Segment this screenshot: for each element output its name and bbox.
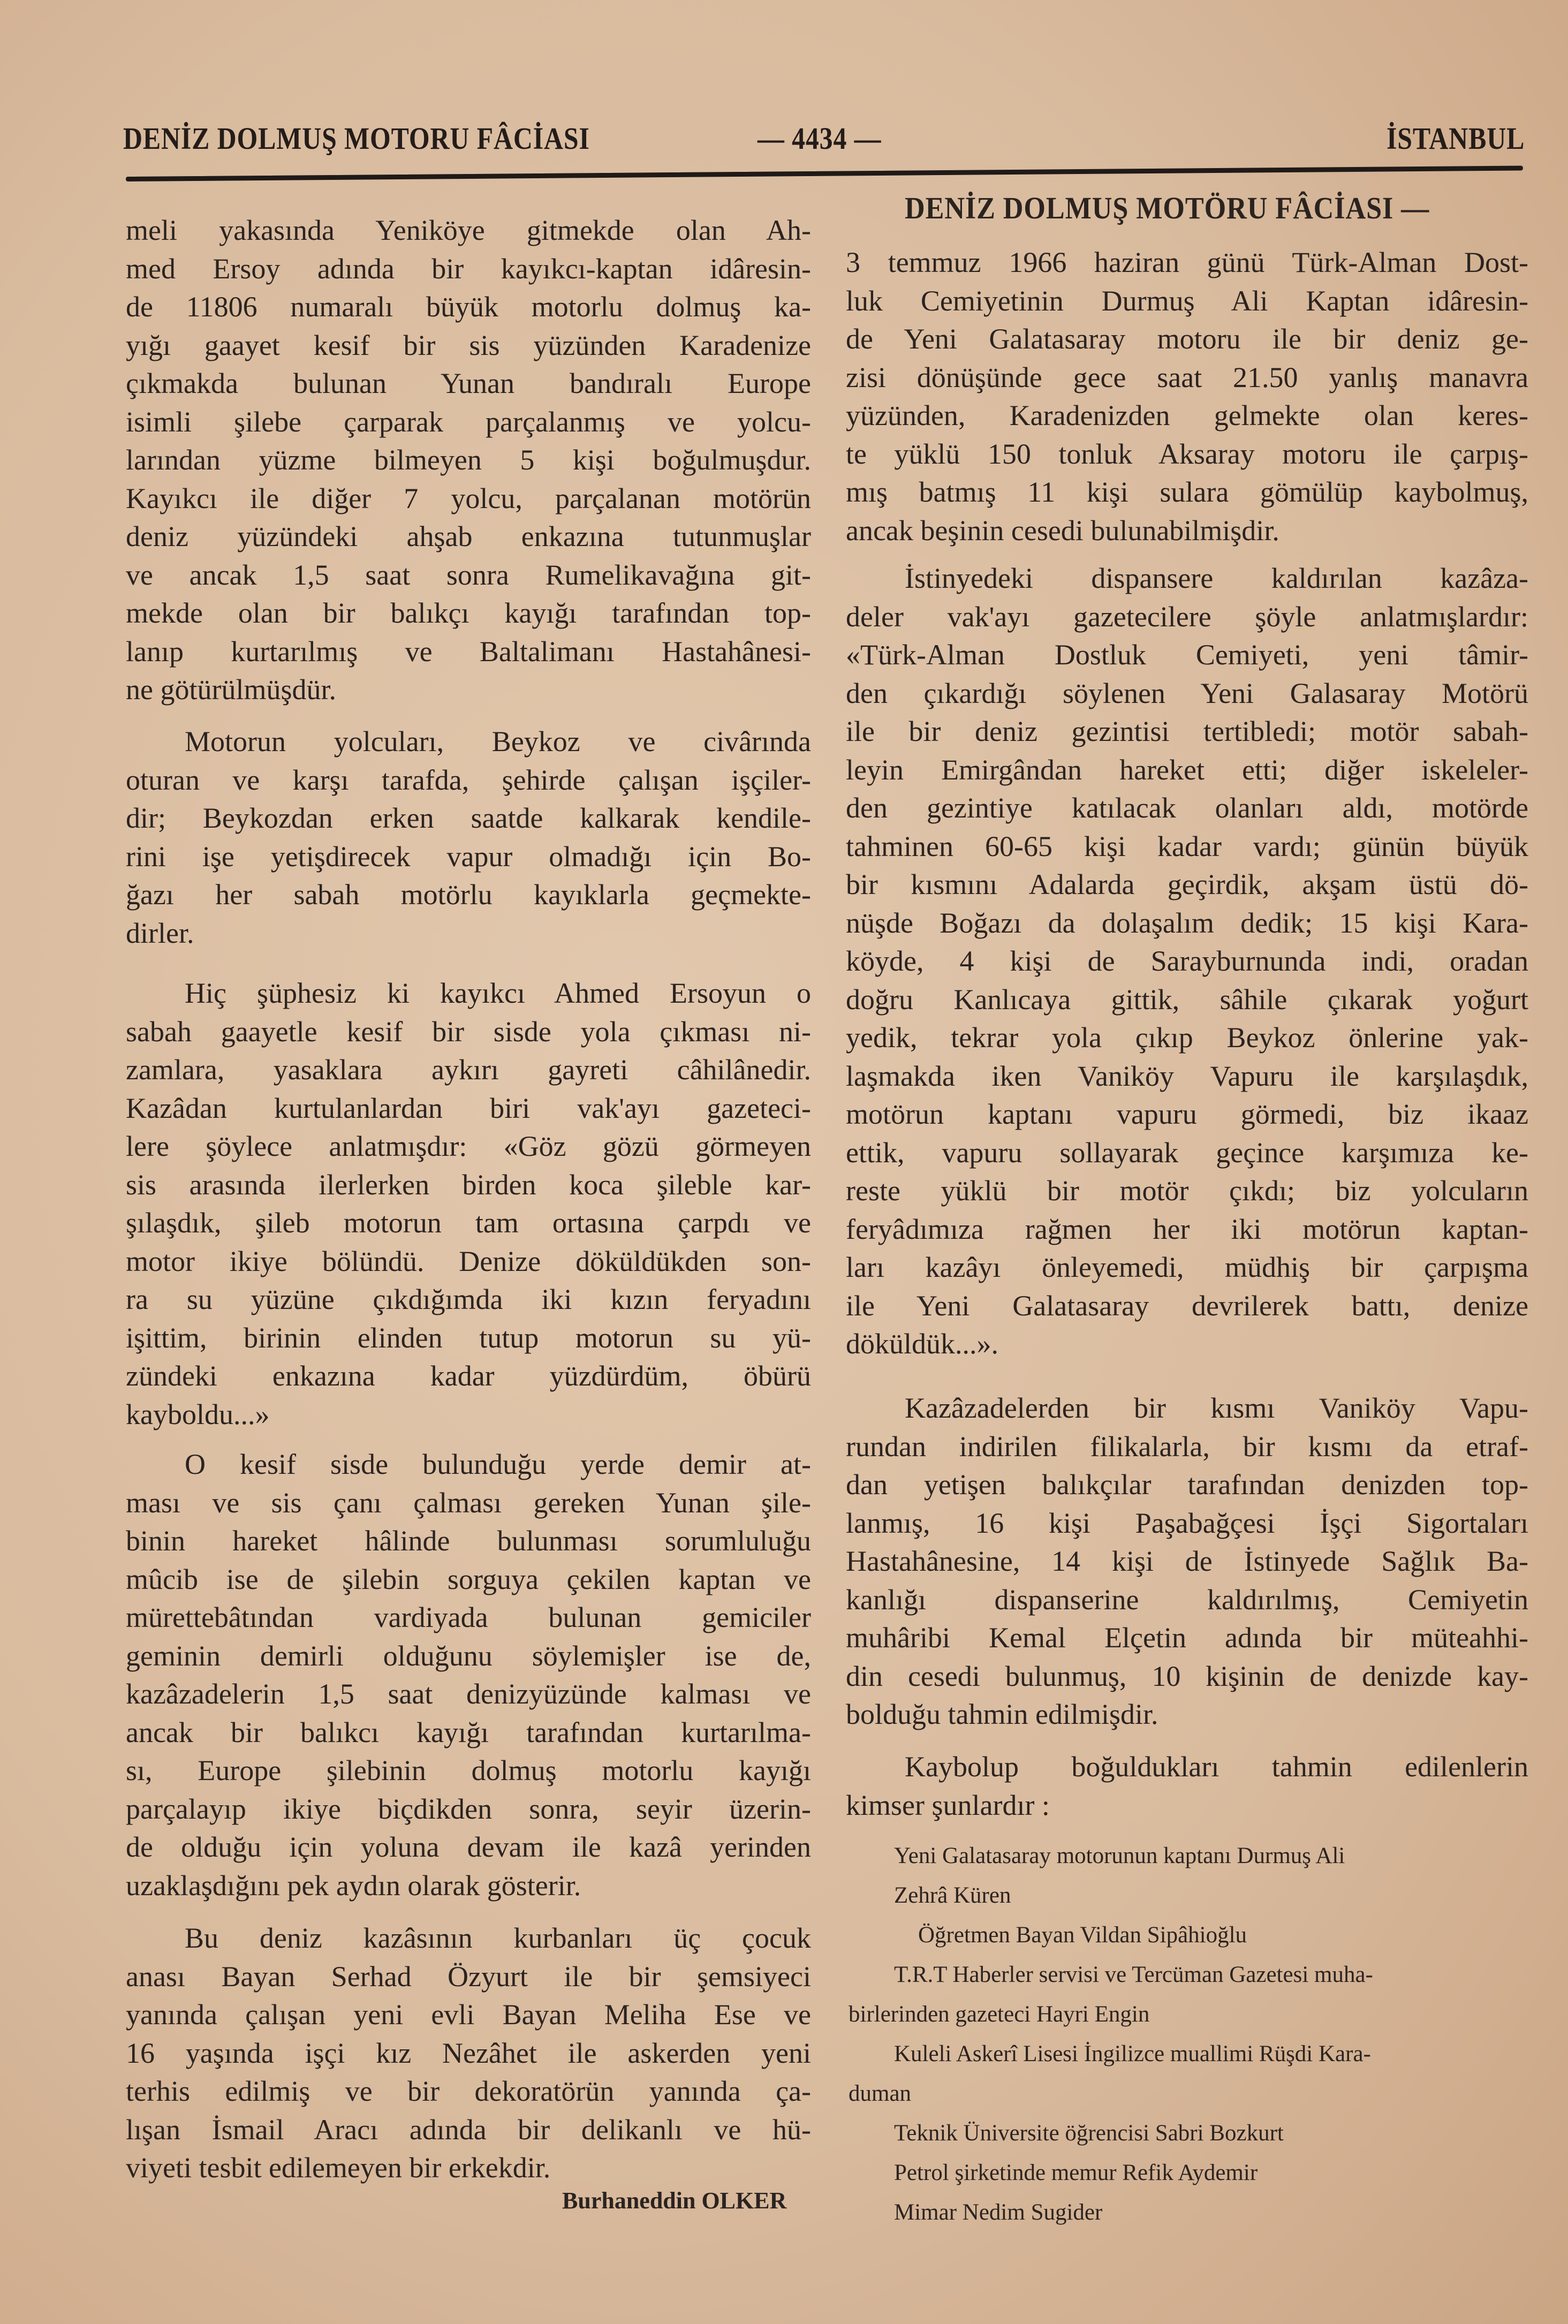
text-line: reste yüklü bir motör çıkdı; biz yolcuların — [846, 1175, 1528, 1207]
text-line: din cesedi bulunmuş, 10 kişinin de denizde kay- — [846, 1660, 1528, 1692]
text-line: mürettebâtından vardiyada bulunan gemiciler — [126, 1601, 811, 1633]
text-line: Kaybolup boğuldukları tahmin edilenlerin — [905, 1751, 1528, 1783]
victim-list-item: Öğretmen Bayan Vildan Sipâhioğlu — [918, 1922, 1247, 1948]
text-line: zisi dönüşünde gece saat 21.50 yanlış manavra — [846, 361, 1528, 393]
text-line: 3 temmuz 1966 haziran günü Türk-Alman Dost- — [846, 246, 1528, 278]
text-line: ancak beşinin cesedi bulunabilmişdir. — [846, 514, 1279, 547]
text-line: muhâribi Kemal Elçetin adında bir müteahhi- — [846, 1622, 1528, 1654]
text-line: tahminen 60-65 kişi kadar vardı; günün büyük — [846, 830, 1528, 862]
text-line: kimser şunlardır : — [846, 1789, 1050, 1821]
text-line: rini işe yetişdirecek vapur olmadığı için Bo- — [126, 840, 811, 873]
paragraph — [846, 559, 1528, 1364]
paragraph — [846, 244, 1528, 550]
text-line: ettik, vapuru sollayarak geçince karşımıza ke- — [846, 1136, 1528, 1169]
text-line: 16 yaşında işçi kız Nezâhet ile askerden yeni — [126, 2037, 811, 2069]
text-line: ra su yüzüne çıkdığımda iki kızın feryadını — [126, 1283, 811, 1315]
running-head-title: DENİZ DOLMUŞ MOTORU FÂCİASI — [123, 121, 590, 156]
text-line: isimli şilebe çarparak parçalanmış ve yolcu- — [126, 405, 811, 438]
text-line: meli yakasında Yeniköye gitmekde olan Ah- — [126, 214, 811, 246]
text-line: mış batmış 11 kişi sulara gömülüp kaybolmuş, — [846, 476, 1528, 508]
text-line: sı, Europe şilebinin dolmuş motorlu kayığı — [126, 1754, 811, 1786]
text-line: ile Yeni Galatasaray devrilerek battı, denize — [846, 1289, 1528, 1322]
text-line: ğazı her sabah motörlu kayıklarla geçmekte- — [126, 879, 811, 911]
text-line: İstinyedeki dispansere kaldırılan kazâza- — [905, 562, 1528, 594]
text-line: O kesif sisde bulunduğu yerde demir at- — [185, 1448, 811, 1480]
text-line: deniz yüzündeki ahşab enkazına tutunmuşlar — [126, 520, 811, 552]
text-line: lışan İsmail Aracı adında bir delikanlı ve hü- — [126, 2113, 811, 2146]
text-line: Kayıkcı ile diğer 7 yolcu, parçalanan motörün — [126, 482, 811, 514]
text-line: dir; Beykozdan erken saatde kalkarak kendile- — [126, 802, 811, 834]
text-line: doğru Kanlıcaya gittik, sâhile çıkarak yoğurt — [846, 983, 1528, 1016]
text-line: döküldük...». — [846, 1328, 999, 1360]
text-line: yüzünden, Karadenizden gelmekte olan keres- — [846, 399, 1528, 432]
text-line: sis arasında ilerlerken birden koca şileble kar- — [126, 1168, 811, 1201]
text-line: nüşde Boğazı da dolaşalım dedik; 15 kişi Kara- — [846, 906, 1528, 939]
text-line: çıkmakda bulunan Yunan bandıralı Europe — [126, 367, 811, 399]
text-line: yedik, tekrar yola çıkıp Beykoz önlerine yak- — [846, 1021, 1528, 1054]
text-line: ları kazâyı önleyemedi, müdhiş bir çarpışma — [846, 1251, 1528, 1283]
text-line: luk Cemiyetinin Durmuş Ali Kaptan idâresin- — [846, 284, 1528, 317]
text-line: larından yüzme bilmeyen 5 kişi boğulmuşdur. — [126, 444, 811, 476]
victim-list-item: T.R.T Haberler servisi ve Tercüman Gazetesi muha- — [894, 1962, 1373, 1987]
text-line: rundan indirilen filikalarla, bir kısmı da etraf- — [846, 1430, 1528, 1463]
paragraph — [126, 1445, 811, 1905]
paragraph — [126, 1919, 811, 2187]
victim-list-item: duman — [849, 2081, 912, 2106]
author-signature: Burhaneddin OLKER — [562, 2187, 787, 2214]
text-line: de 11806 numaralı büyük motorlu dolmuş ka- — [126, 291, 811, 323]
text-line: feryâdımıza rağmen her iki motörun kaptan- — [846, 1213, 1528, 1245]
paragraph — [126, 974, 811, 1434]
text-line: zamlara, yasaklara aykırı gayreti câhilânedir. — [126, 1054, 811, 1086]
text-line: Motorun yolcuları, Beykoz ve civârında — [185, 725, 811, 758]
victim-list-item: birlerinden gazeteci Hayri Engin — [849, 2002, 1150, 2027]
victim-list — [849, 1836, 1523, 2232]
text-line: «Türk-Alman Dostluk Cemiyeti, yeni tâmir- — [846, 639, 1528, 671]
victim-list-item: Petrol şirketinde memur Refik Aydemir — [894, 2160, 1258, 2185]
text-line: te yüklü 150 tonluk Aksaray motoru ile çarpış- — [846, 437, 1528, 470]
text-line: ile bir deniz gezintisi tertibledi; motör sabah- — [846, 715, 1528, 747]
text-line: lanıp kurtarılmış ve Baltalimanı Hastahânesi- — [126, 635, 811, 668]
text-line: ne götürülmüşdür. — [126, 673, 336, 706]
text-line: motörun kaptanı vapuru görmedi, biz ikaaz — [846, 1098, 1528, 1130]
text-line: de Yeni Galatasaray motoru ile bir deniz ge- — [846, 323, 1528, 355]
victim-list-item: Zehrâ Küren — [894, 1883, 1011, 1908]
running-head-section: İSTANBUL — [1387, 121, 1525, 156]
text-line: bir kısmını Adalarda geçirdik, akşam üstü dö- — [846, 868, 1528, 900]
victim-list-item: Yeni Galatasaray motorunun kaptanı Durmuş Ali — [894, 1843, 1345, 1868]
text-line: den çıkardığı söylenen Yeni Galasaray Motörü — [846, 677, 1528, 709]
text-line: şılaşdık, şileb motorun tam ortasına çarpdı ve — [126, 1207, 811, 1239]
text-line: den gezintiye katılacak olanları aldı, motörde — [846, 792, 1528, 824]
text-line: terhis edilmiş ve bir dekoratörün yanında ça- — [126, 2075, 811, 2107]
text-line: Kazâzadelerden bir kısmı Vaniköy Vapu- — [905, 1392, 1528, 1424]
text-line: deler vak'ayı gazetecilere şöyle anlatmışlardır: — [846, 600, 1528, 633]
text-line: Kazâdan kurtulanlardan biri vak'ayı gazeteci- — [126, 1092, 811, 1124]
text-line: Bu deniz kazâsının kurbanları üç çocuk — [185, 1922, 811, 1954]
paragraph — [846, 1748, 1528, 1825]
victim-list-item: Mimar Nedim Sugider — [894, 2200, 1103, 2225]
page-number: — 4434 — — [758, 121, 882, 156]
text-line: sabah gaayetle kesif bir sisde yola çıkması ni- — [126, 1015, 811, 1048]
text-line: mûcib ise de şilebin sorguya çekilen kaptan ve — [126, 1563, 811, 1595]
text-line: lere şöylece anlatmışdır: «Göz gözü görmeyen — [126, 1130, 811, 1162]
text-line: uzaklaşdığını pek aydın olarak gösterir. — [126, 1869, 581, 1902]
paragraph — [126, 723, 811, 952]
text-line: kanlığı dispanserine kaldırılmış, Cemiyetin — [846, 1583, 1528, 1616]
text-line: işittim, birinin elinden tutup motorun su yü- — [126, 1321, 811, 1354]
text-line: kazâzadelerin 1,5 saat denizyüzünde kalması ve — [126, 1678, 811, 1710]
text-line: geminin demirli olduğunu söylemişler ise de, — [126, 1639, 811, 1672]
text-line: ması ve sis çanı çalması gereken Yunan şile- — [126, 1486, 811, 1519]
text-line: yanında çalışan yeni evli Bayan Meliha Ese ve — [126, 1999, 811, 2031]
text-line: zündeki enkazına kadar yüzdürdüm, öbürü — [126, 1360, 811, 1392]
text-line: dan yetişen balıkçılar tarafından denizden top- — [846, 1468, 1528, 1501]
text-line: leyin Emirgândan hareket etti; diğer iskeleler- — [846, 753, 1528, 786]
text-line: anası Bayan Serhad Özyurt ile bir şemsiyeci — [126, 1960, 811, 1993]
right-column-heading: DENİZ DOLMUŞ MOTÖRU FÂCİASI — — [905, 191, 1430, 225]
text-line: lanmış, 16 kişi Paşabağçesi İşçi Sigortaları — [846, 1507, 1528, 1539]
text-line: de olduğu için yoluna devam ile kazâ yerinden — [126, 1831, 811, 1863]
victim-list-item: Kuleli Askerî Lisesi İngilizce muallimi Rüşdi Kara- — [894, 2041, 1371, 2066]
text-line: parçalayıp ikiye biçdikden sonra, seyir üzerin- — [126, 1792, 811, 1825]
paragraph — [846, 1389, 1528, 1734]
paragraph — [126, 211, 811, 709]
text-line: dirler. — [126, 917, 194, 949]
text-line: ve ancak 1,5 saat sonra Rumelikavağına git- — [126, 558, 811, 591]
text-line: ancak bir balıkcı kayığı tarafından kurtarılma- — [126, 1716, 811, 1748]
text-line: motor ikiye bölündü. Denize döküldükden son- — [126, 1245, 811, 1277]
text-line: med Ersoy adında bir kayıkcı-kaptan idâresin- — [126, 252, 811, 285]
text-line: köyde, 4 kişi de Sarayburnunda indi, oradan — [846, 945, 1528, 977]
text-line: mekde olan bir balıkçı kayığı tarafından top- — [126, 597, 811, 629]
text-line: oturan ve karşı tarafda, şehirde çalışan işçiler- — [126, 763, 811, 796]
text-line: kayboldu...» — [126, 1398, 270, 1430]
text-line: Hastahânesine, 14 kişi de İstinyede Sağlık Ba- — [846, 1545, 1528, 1577]
text-line: binin hareket hâlinde bulunması sorumluluğu — [126, 1525, 811, 1557]
text-line: Hiç şüphesiz ki kayıkcı Ahmed Ersoyun o — [185, 977, 811, 1009]
text-line: laşmakda iken Vaniköy Vapuru ile karşılaşdık, — [846, 1059, 1528, 1092]
text-line: yığı gaayet kesif bir sis yüzünden Karadenize — [126, 329, 811, 361]
text-line: bolduğu tahmin edilmişdir. — [846, 1698, 1158, 1730]
victim-list-item: Teknik Üniversite öğrencisi Sabri Bozkurt — [894, 2121, 1284, 2146]
header-rule — [126, 166, 1523, 181]
text-line: viyeti tesbit edilemeyen bir erkekdir. — [126, 2152, 551, 2184]
